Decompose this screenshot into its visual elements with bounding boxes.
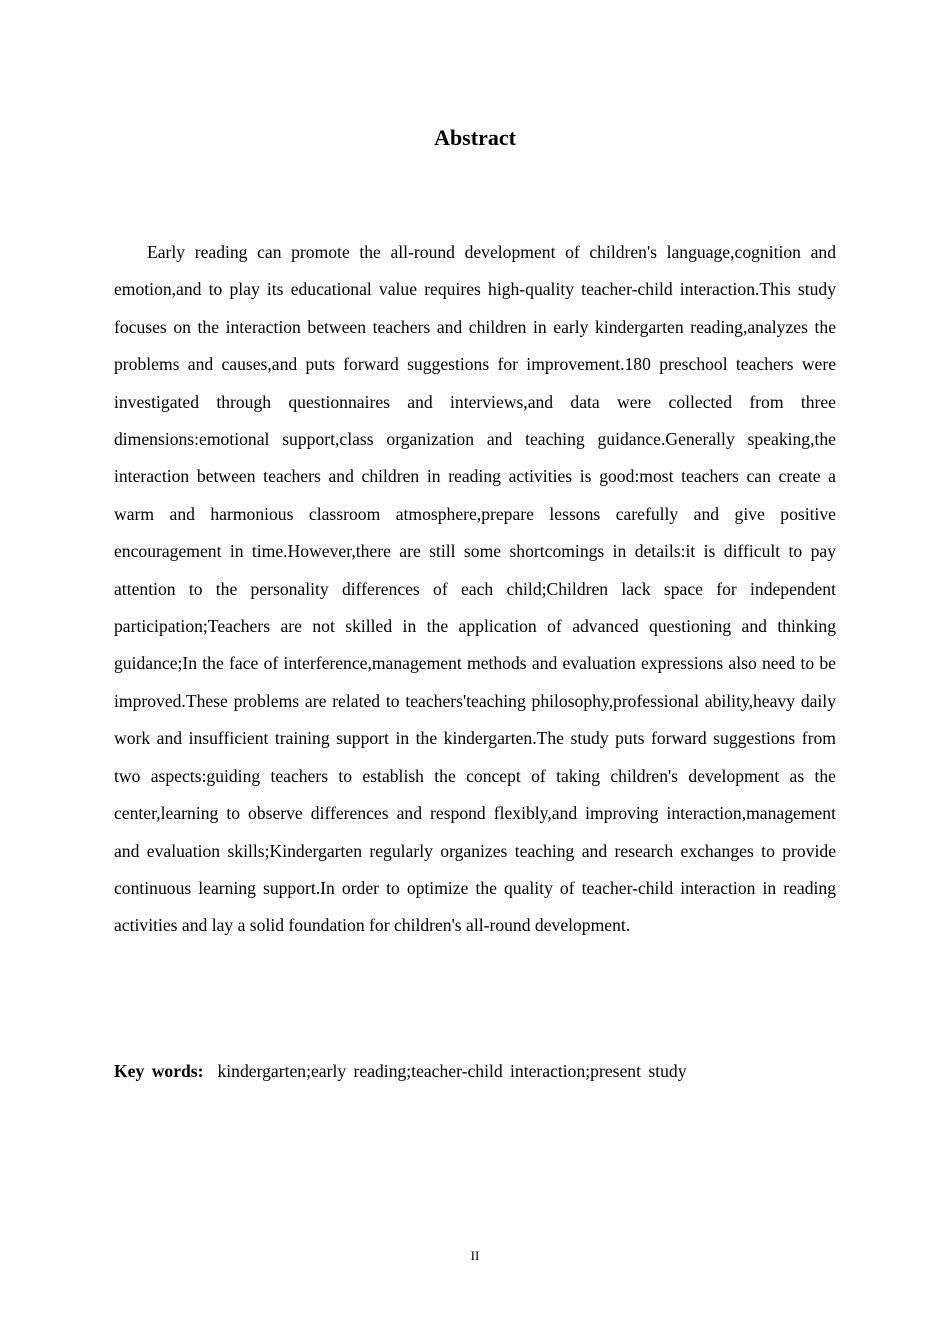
keywords-line (114, 1057, 836, 1085)
abstract-body: Early reading can promote the all-round development of children's language,cognition and emotion,and to play its educational value requires high-quality teacher-child interaction.This study focuses on the interaction between teachers and children in early kindergarten reading,analyzes the problems and causes,and puts forward suggestions for improvement.180 preschool teachers were investigated through questionnaires and interviews,and data were collected from three dimensions:emotional support,class organization and teaching guidance.Generally speaking,the interaction between teachers and children in reading activities is good:most teachers can create a warm and harmonious classroom atmosphere,prepare lessons carefully and give positive encouragement in time.However,there are still some shortcomings in details:it is difficult to pay attention to the personality differences of each child;Children lack space for independent participation;Teachers are not skilled in the application of advanced questioning and thinking guidance;In the face of interference,management methods and evaluation expressions also need to be improved.These problems are related to teachers'teaching philosophy,professional ability,heavy daily work and insufficient training support in the kindergarten.The study puts forward suggestions from two aspects:guiding teachers to establish the concept of taking children's development as the center,learning to observe differences and respond flexibly,and improving interaction,management and evaluation skills;Kindergarten regularly organizes teaching and research exchanges to provide continuous learning support.In order to optimize the quality of teacher-child interaction in reading activities and lay a solid foundation for children's all-round development. (114, 242, 836, 936)
page-number: II (470, 1248, 480, 1263)
keywords-label: Key words: (114, 1061, 204, 1081)
abstract-title: Abstract (434, 125, 516, 150)
keywords-text: kindergarten;early reading;teacher-child interaction;present study (217, 1061, 687, 1081)
